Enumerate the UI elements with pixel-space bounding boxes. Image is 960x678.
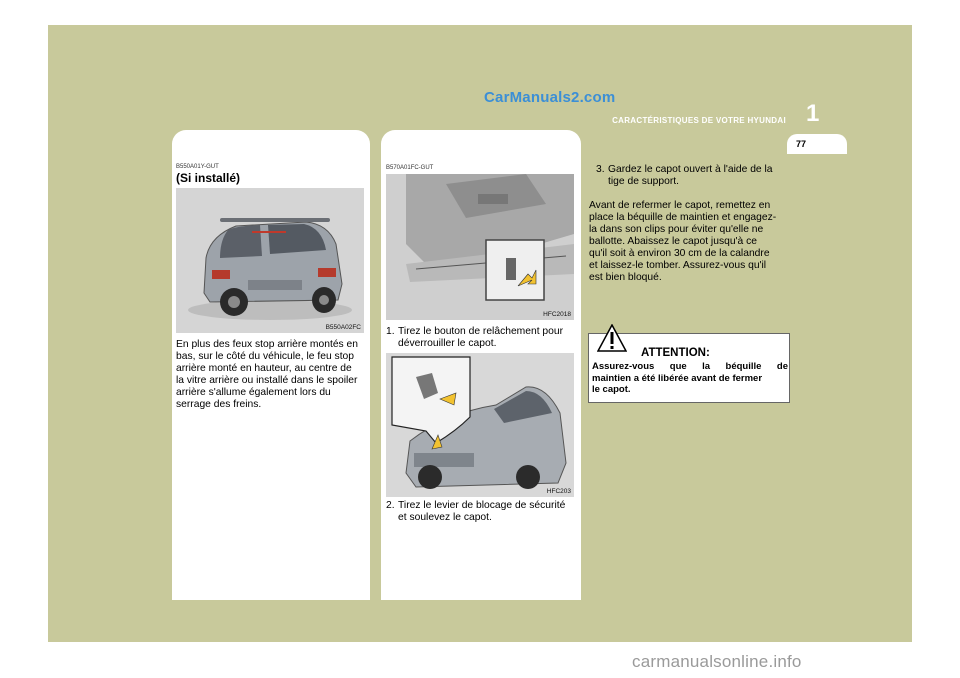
hood-lever-illustration xyxy=(386,353,574,497)
heading-line: MOTEUR xyxy=(396,146,448,160)
figure-hood-release xyxy=(386,174,574,320)
paragraph-line: la vitre arrière ou installé dans le spoiler xyxy=(176,375,358,386)
step-number: 3. xyxy=(596,164,605,175)
page-number: 77 xyxy=(796,139,807,149)
step-line: et soulevez le capot. xyxy=(398,512,492,523)
step-line: déverrouiller le capot. xyxy=(398,338,497,349)
step-1 xyxy=(386,326,576,350)
section-heading-brake-light xyxy=(187,134,367,160)
figure-hood-lever xyxy=(386,353,574,497)
closing-hood-paragraph xyxy=(589,200,786,284)
paragraph-line: ballotte. Abaissez le capot jusqu'à ce xyxy=(589,236,757,247)
paragraph-line: Avant de refermer le capot, remettez en xyxy=(589,200,771,211)
heading-line: EN HAUTEUR xyxy=(187,146,266,160)
figure-label: HFC2018 xyxy=(543,311,571,318)
step-line: Gardez le capot ouvert à l'aide de la xyxy=(608,164,773,175)
paragraph-line: la dans son clips pour éviter qu'elle ne xyxy=(589,224,764,235)
hood-release-illustration xyxy=(386,174,574,320)
step-3 xyxy=(596,164,786,188)
figure-rear-car xyxy=(176,188,364,333)
section-code: B570A01FC-GUT xyxy=(386,165,434,171)
paragraph-line: arrière s'allume également lors du xyxy=(176,387,331,398)
watermark-bottom[interactable]: carmanualsonline.info xyxy=(632,652,802,671)
section-code: B550A01Y-GUT xyxy=(176,164,219,170)
paragraph-line: qu'il soit à environ 30 cm de la calandre xyxy=(589,248,770,259)
paragraph-line: est bien bloqué. xyxy=(589,272,662,283)
figure-label: B550A02FC xyxy=(325,324,361,331)
watermark-top[interactable]: CarManuals2.com xyxy=(484,89,616,106)
heading-line: FEU STOP ARRIERE MONTE xyxy=(187,133,351,147)
warning-box xyxy=(588,333,790,403)
step-number: 2. xyxy=(386,500,395,511)
chapter-number: 1 xyxy=(806,100,820,127)
step-line: Tirez le bouton de relâchement pour xyxy=(398,326,564,337)
warning-text xyxy=(592,361,788,396)
step-line: tige de support. xyxy=(608,176,679,187)
paragraph-line: serrage des freins. xyxy=(176,399,262,410)
paragraph-line: En plus des feux stop arrière montés en xyxy=(176,339,359,350)
warning-title: ATTENTION: xyxy=(641,347,710,359)
section-subtitle: (Si installé) xyxy=(176,171,241,185)
step-number: 1. xyxy=(386,326,395,337)
brake-light-paragraph xyxy=(176,339,364,411)
paragraph-line: arrière monté en hauteur, au centre de xyxy=(176,363,352,374)
chapter-title: CARACTÉRISTIQUES DE VOTRE HYUNDAI xyxy=(612,116,786,125)
heading-line: OUVERTURE DU CAPOT xyxy=(396,133,538,147)
step-2 xyxy=(386,500,576,524)
warning-triangle-icon xyxy=(597,324,627,352)
warning-line: le capot. xyxy=(592,384,631,395)
figure-label: HFC203 xyxy=(546,488,571,495)
warning-line: maintien a été libérée avant de fermer xyxy=(592,372,763,384)
rear-car-illustration xyxy=(176,188,364,333)
paragraph-line: bas, sur le côté du véhicule, le feu stop xyxy=(176,351,355,362)
step-line: Tirez le levier de blocage de sécurité xyxy=(398,500,566,511)
paragraph-line: place la béquille de maintien et engagez- xyxy=(589,212,777,223)
warning-line: Assurez-vous que la béquille de xyxy=(592,361,788,372)
section-heading-hood-opening xyxy=(396,134,576,160)
paragraph-line: et laissez-le tomber. Assurez-vous qu'il xyxy=(589,260,767,271)
